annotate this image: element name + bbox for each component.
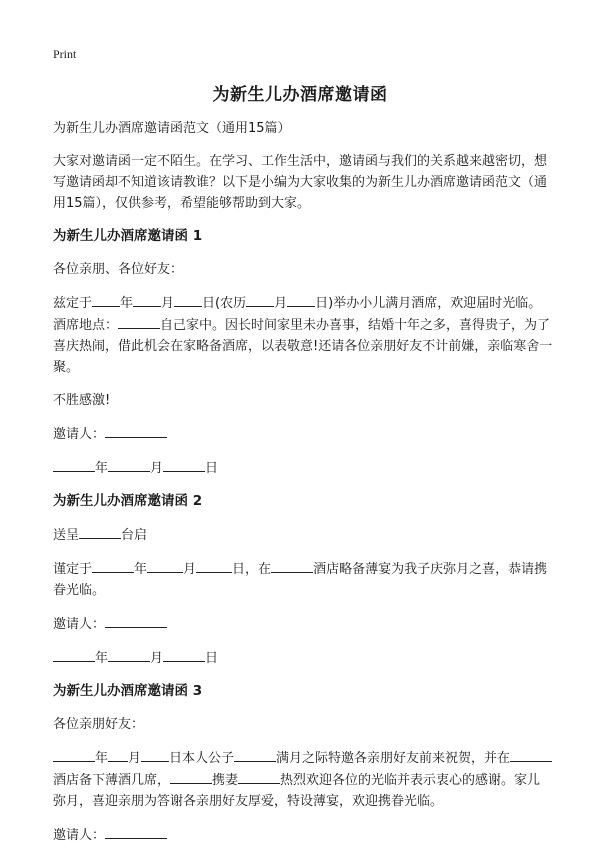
fill-blank (118, 314, 160, 329)
fill-blank (238, 769, 280, 784)
text-segment: 月 (150, 461, 164, 476)
fill-blank (174, 292, 202, 307)
fill-blank (79, 524, 121, 539)
letter-2-address-line (53, 524, 553, 546)
inviter-label: 邀请人： (53, 427, 106, 442)
letter-1-inviter-line (53, 423, 553, 445)
inviter-label: 邀请人： (53, 828, 106, 843)
text-segment: 月 (161, 296, 175, 311)
page-title: 为新生儿办酒席邀请函 (212, 85, 388, 105)
fill-blank (163, 457, 205, 472)
letter-3-body (53, 747, 553, 812)
fill-blank (196, 558, 232, 573)
fill-blank (287, 292, 315, 307)
fill-blank (108, 647, 150, 662)
document-body (53, 118, 553, 858)
letter-1-date-line (53, 457, 553, 479)
text-segment: 日，在 (232, 562, 272, 577)
fill-blank (92, 292, 120, 307)
fill-blank (53, 647, 95, 662)
text-segment: 日本人公子 (169, 751, 235, 766)
fill-blank (147, 558, 183, 573)
letter-1-heading: 为新生儿办酒席邀请函 1 (53, 228, 203, 244)
fill-blank (133, 292, 161, 307)
text-segment: 兹定于 (53, 296, 93, 311)
text-segment: 月 (183, 562, 197, 577)
letter-2-inviter-line (53, 613, 553, 635)
fill-blank (141, 747, 169, 762)
inviter-label: 邀请人： (53, 617, 106, 632)
print-link[interactable]: Print (53, 47, 77, 61)
fill-blank (105, 613, 167, 628)
text-segment: 月 (150, 651, 164, 666)
text-segment: 日 (205, 461, 219, 476)
fill-blank (108, 457, 150, 472)
text-segment: 年 (95, 651, 109, 666)
text-segment: 月 (128, 751, 142, 766)
text-segment: 送呈 (53, 528, 80, 543)
letter-1-thanks: 不胜感激! (53, 393, 111, 408)
text-segment: 年 (95, 461, 109, 476)
letter-2-heading: 为新生儿办酒席邀请函 2 (53, 493, 203, 509)
text-segment: 日(农历 (202, 296, 247, 311)
text-segment: 携妻 (212, 773, 239, 788)
fill-blank (92, 558, 134, 573)
subtitle: 为新生儿办酒席邀请函范文（通用15篇） (53, 121, 291, 136)
fill-blank (510, 747, 552, 762)
letter-3-inviter-line (53, 824, 553, 846)
text-segment: 台启 (121, 528, 148, 543)
text-segment: 谨定于 (53, 562, 93, 577)
fill-blank (163, 647, 205, 662)
text-segment: 月 (274, 296, 288, 311)
text-segment: 年 (95, 751, 109, 766)
text-segment: 酒店备下薄酒几席， (53, 773, 171, 788)
letter-3-heading: 为新生儿办酒席邀请函 3 (53, 683, 203, 699)
letter-1-body (53, 292, 553, 378)
fill-blank (105, 423, 167, 438)
text-segment: 满月之际特邀各亲朋好友前来祝贺，并在 (276, 751, 511, 766)
text-segment: 热烈欢迎各位的光临并表示衷心的感谢。家儿弥月，喜迎亲朋为答谢各亲朋好友厚爱，特设薄宴，欢迎携眷光临。 (53, 773, 541, 809)
letter-3-greeting: 各位亲朋好友： (53, 717, 145, 732)
letter-2-body (53, 558, 553, 601)
fill-blank (234, 747, 276, 762)
letter-1-greeting: 各位亲朋、各位好友： (53, 262, 184, 277)
fill-blank (170, 769, 212, 784)
text-segment: 年 (134, 562, 148, 577)
fill-blank (53, 457, 95, 472)
letter-2-date-line (53, 647, 553, 669)
fill-blank (246, 292, 274, 307)
text-segment: 年 (120, 296, 134, 311)
text-segment: 酒店略备薄宴为我子庆弥月之喜，恭请携眷光临。 (53, 562, 548, 598)
fill-blank (53, 747, 95, 762)
text-segment: 日 (205, 651, 219, 666)
text-segment: 自己家中。因长时间家里未办喜事，结婚十年之多，喜得贵子，为了喜庆热闹，借此机会在家略备酒席，以表敬意!还请各位亲朋好友不计前嫌，亲临寒舍一聚。 (53, 318, 553, 375)
fill-blank (108, 747, 128, 762)
intro-paragraph: 大家对邀请函一定不陌生。在学习、工作生活中，邀请函与我们的关系越来越密切，想写邀请函却不知道该请教谁？以下是小编为大家收集的为新生儿办酒席邀请函范文（通用15篇），仅供参考，希望能够帮助到大家。 (53, 154, 548, 211)
fill-blank (271, 558, 313, 573)
text-segment: 日)举办小儿满月酒席，欢迎届时光临。酒席地点： (53, 296, 542, 333)
fill-blank (105, 824, 167, 839)
